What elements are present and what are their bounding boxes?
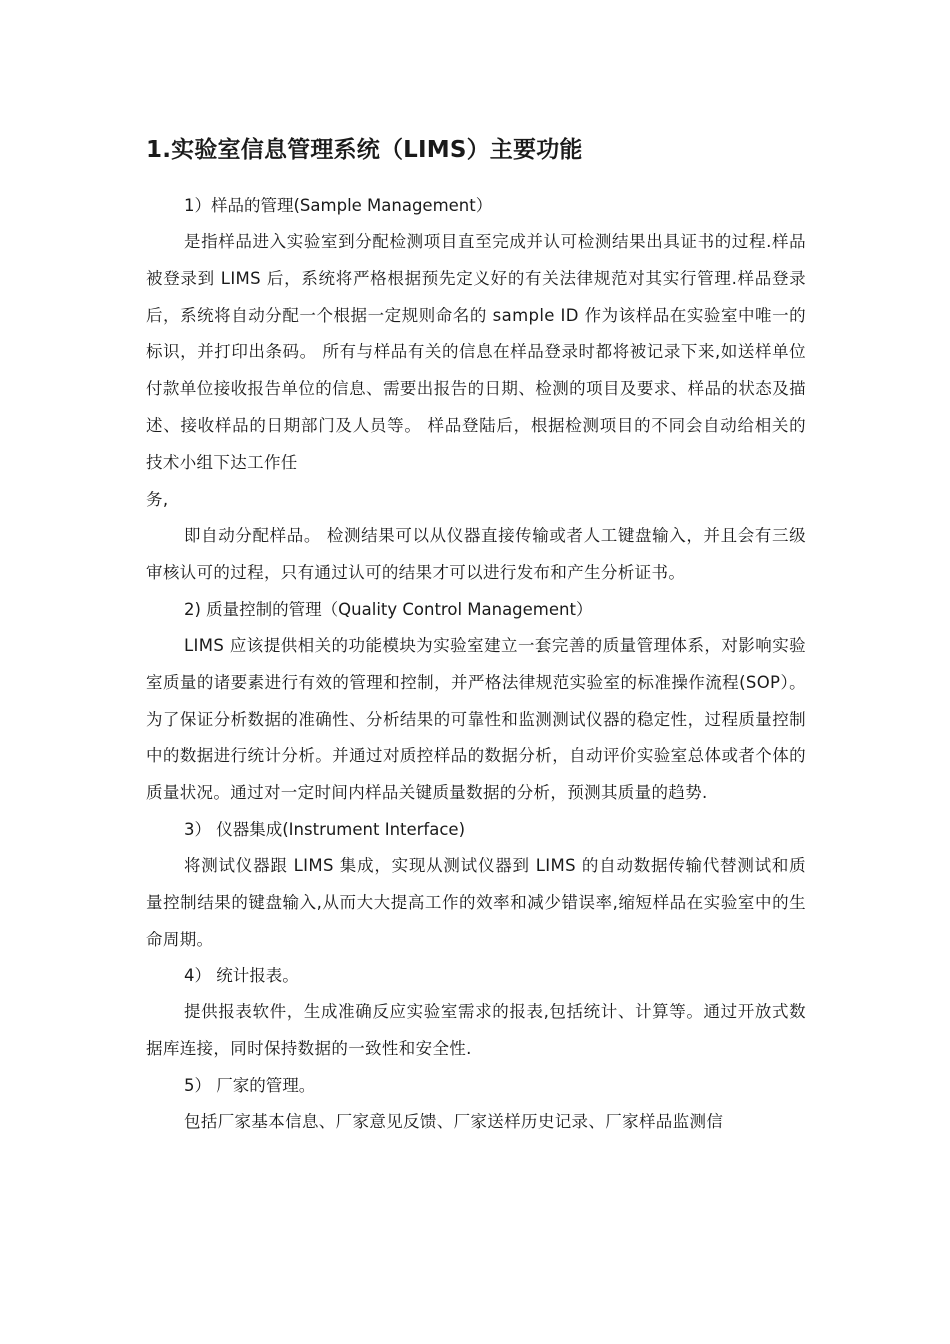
page-title: 1.实验室信息管理系统（LIMS）主要功能 bbox=[146, 137, 583, 163]
paragraph-instrument-interface-1: 将测试仪器跟 LIMS 集成，实现从测试仪器到 LIMS 的自动数据传输代替测试和质量控制结果的键盘输入,从而大大提高工作的效率和减少错误率,缩短样品在实验室中的生命周期。 bbox=[146, 855, 806, 949]
paragraph-statistics-reports-1: 提供报表软件，生成准确反应实验室需求的报表,包括统计、计算等。通过开放式数据库连接，同时保持数据的一致性和安全性. bbox=[146, 1002, 806, 1059]
section-heading-instrument-interface: 3） 仪器集成(Instrument Interface) bbox=[184, 819, 466, 839]
section-heading-quality-control: 2) 质量控制的管理（Quality Control Management） bbox=[184, 599, 593, 619]
paragraph-vendor-management-1: 包括厂家基本信息、厂家意见反馈、厂家送样历史记录、厂家样品监测信 bbox=[184, 1111, 724, 1131]
paragraph-sample-management-1: 是指样品进入实验室到分配检测项目直至完成并认可检测结果出具证书的过程.样品被登录到 LIMS 后，系统将严格根据预先定义好的有关法律规范对其实行管理.样品登录后，系统将自动分配一个根据一定规则命名的 sample ID 作为该样品在实验室中唯一的标识，并打印出条码。 所有与样品有关的信息在样品登录时都将被记录下来,如送样单位付款单位接收报告单位的信息、需要出报告的日期、检测的项目及要求、样品的状态及描述、接收样品的日期部门及人员等。 样品登陆后，根据检测项目的不同会自动给相关的技术小组下达工作任 bbox=[146, 232, 806, 472]
paragraph-quality-control-1: LIMS 应该提供相关的功能模块为实验室建立一套完善的质量管理体系，对影响实验室质量的诸要素进行有效的管理和控制，并严格法律规范实验室的标准操作流程(SOP）。为了保证分析数据的准确性、分析结果的可靠性和监测测试仪器的稳定性，过程质量控制中的数据进行统计分析。并通过对质控样品的数据分析，自动评价实验室总体或者个体的质量状况。通过对一定时间内样品关键质量数据的分析，预测其质量的趋势. bbox=[146, 635, 806, 803]
paragraph-sample-management-3: 即自动分配样品。 检测结果可以从仪器直接传输或者人工键盘输入，并且会有三级审核认可的过程，只有通过认可的结果才可以进行发布和产生分析证书。 bbox=[146, 526, 806, 583]
section-heading-statistics-reports: 4） 统计报表。 bbox=[184, 966, 299, 986]
paragraph-sample-management-2: 务, bbox=[146, 489, 169, 509]
document-body bbox=[146, 128, 806, 1141]
section-heading-sample-management: 1）样品的管理(Sample Management） bbox=[184, 196, 493, 215]
section-heading-vendor-management: 5） 厂家的管理。 bbox=[184, 1075, 316, 1095]
